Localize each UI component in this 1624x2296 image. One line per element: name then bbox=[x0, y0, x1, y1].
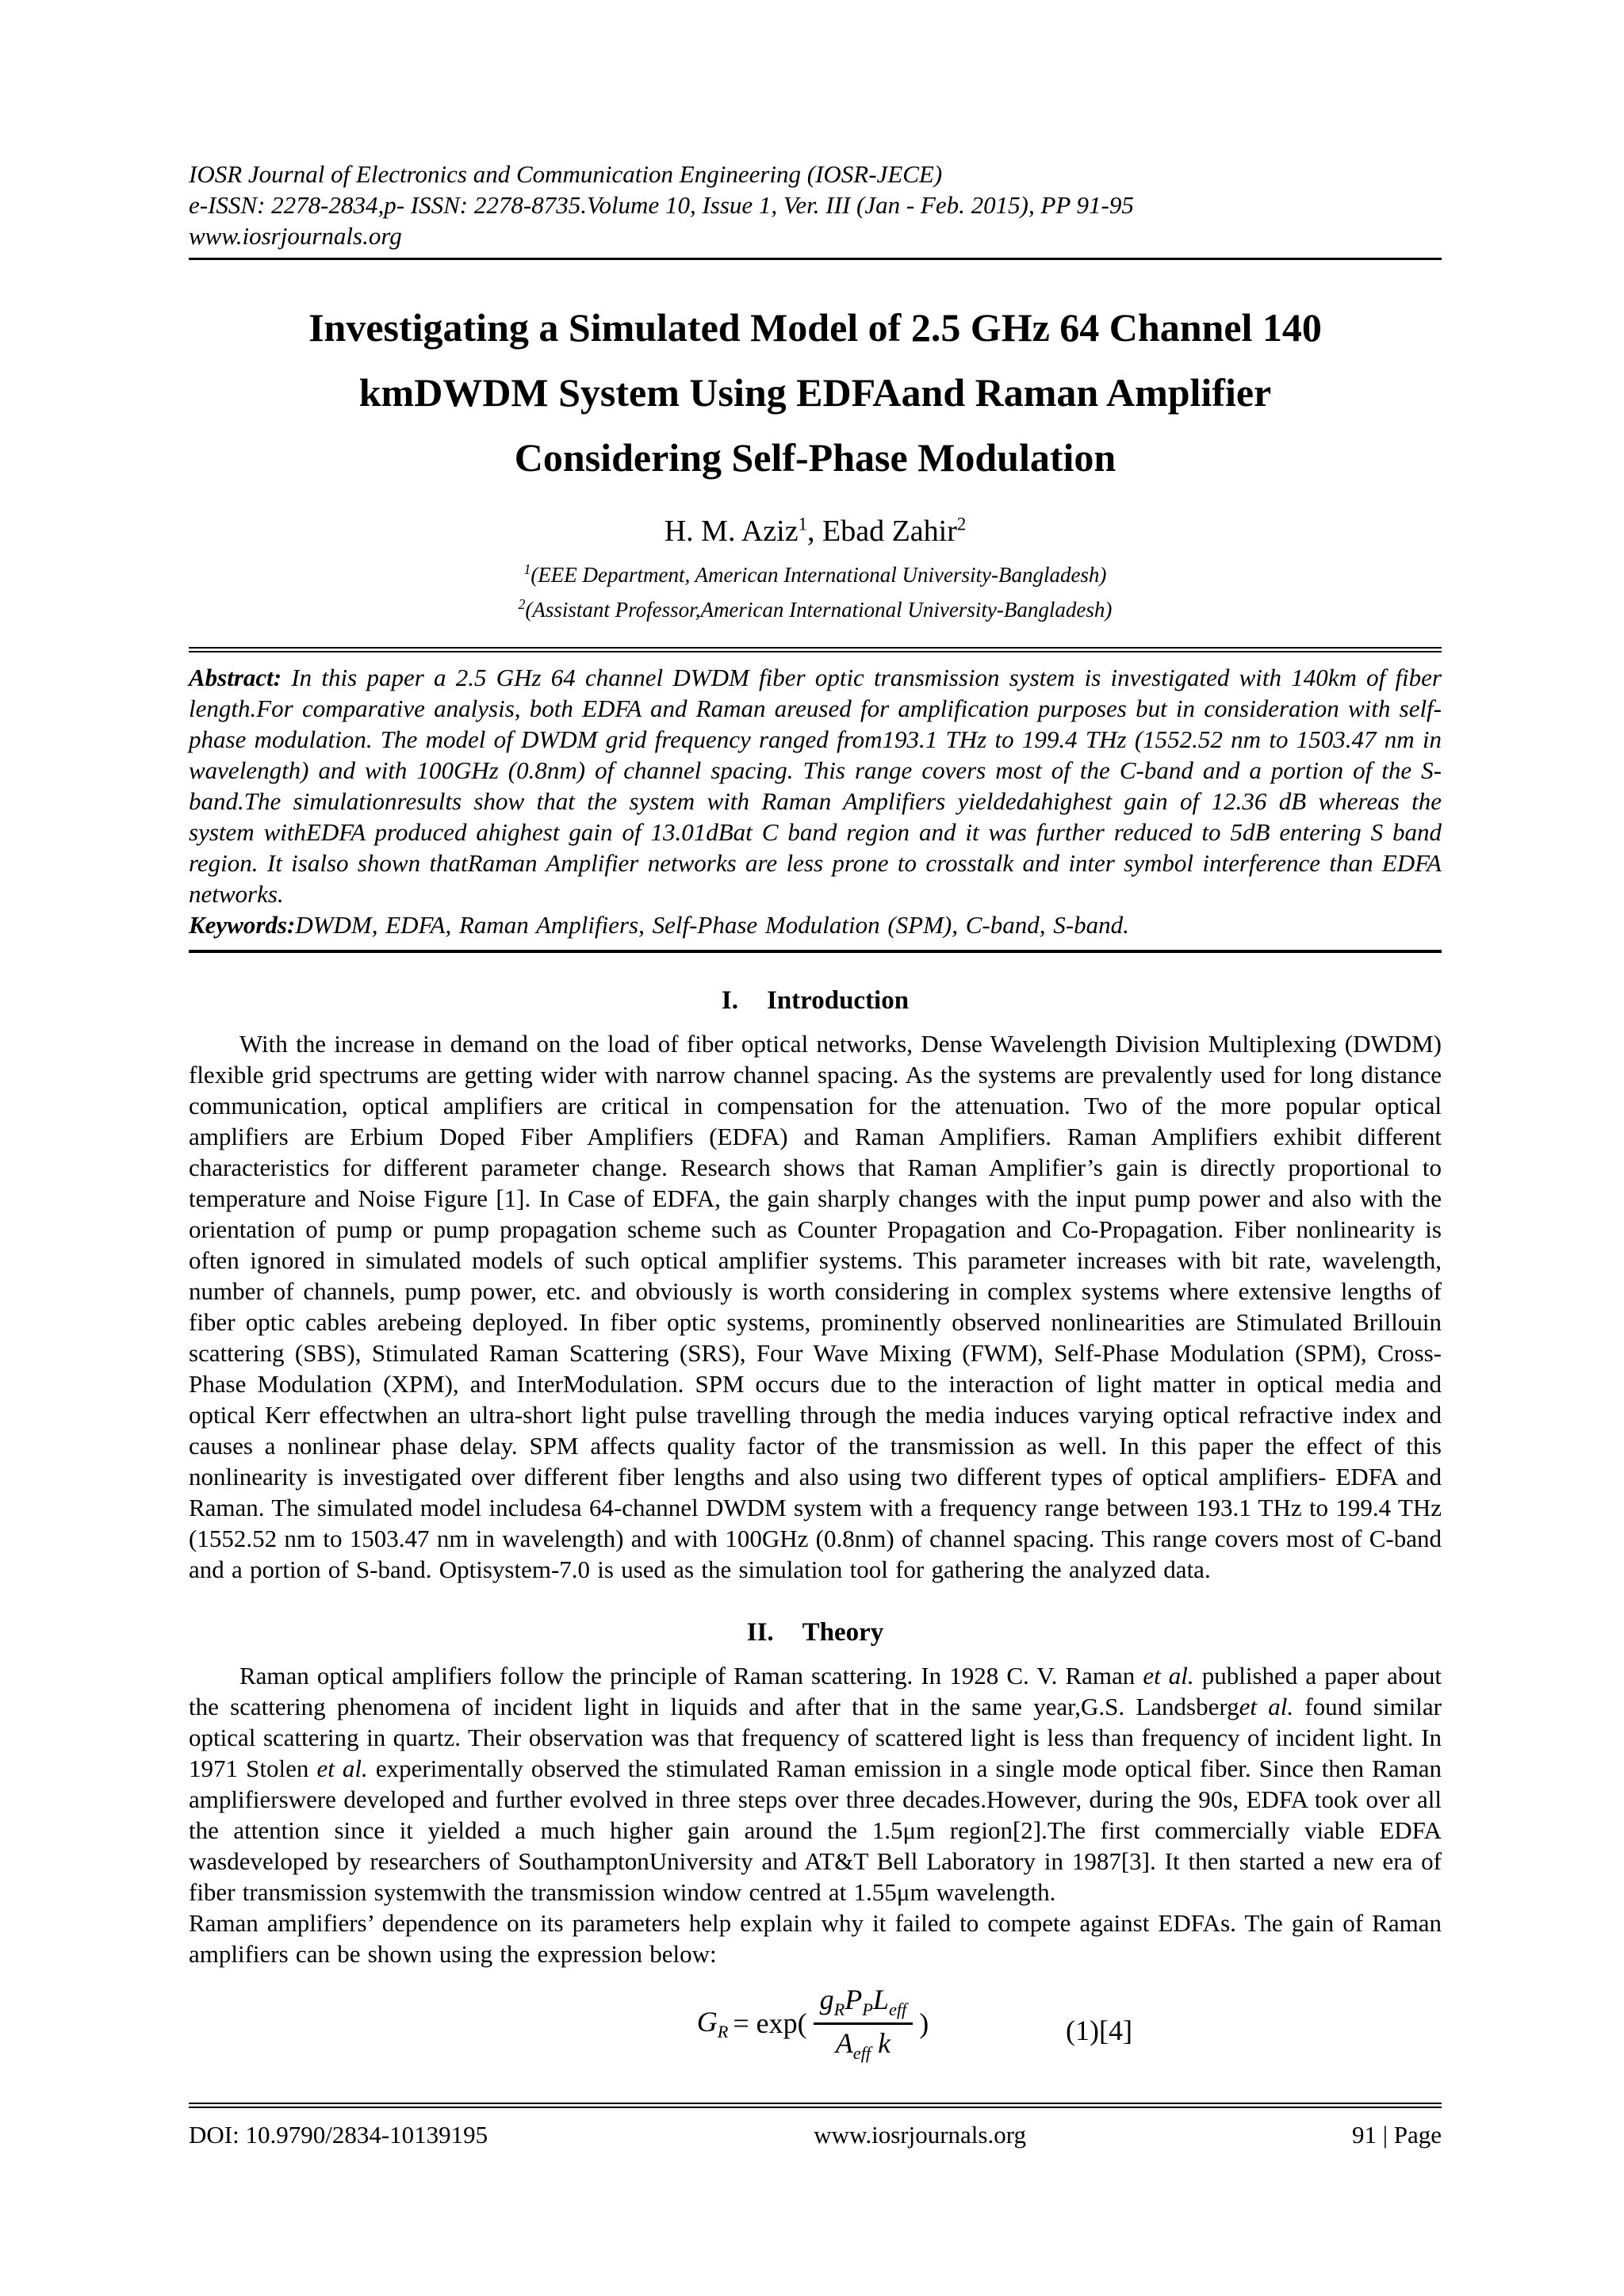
affiliation-2-superscript: 2 bbox=[518, 596, 526, 612]
equation-number-label: (1)[4] bbox=[1066, 2015, 1132, 2046]
section-number: I. bbox=[721, 986, 738, 1015]
affiliation-2-text: (Assistant Professor,American International University-Bangladesh) bbox=[525, 598, 1113, 622]
journal-issue-info: e-ISSN: 2278-2834,p- ISSN: 2278-8735.Volume 10, Issue 1, Ver. III (Jan - Feb. 2015), PP 91-95 bbox=[189, 191, 1134, 219]
header-divider bbox=[189, 258, 1442, 260]
author-1-name: H. M. Aziz bbox=[664, 515, 799, 548]
author-2-superscript: 2 bbox=[956, 514, 967, 534]
authors-line bbox=[189, 514, 1442, 549]
footer-divider bbox=[189, 2103, 1442, 2108]
equation-fraction bbox=[814, 1984, 914, 2064]
footer-doi: DOI: 10.9790/2834-10139195 bbox=[189, 2121, 488, 2149]
equation-formula bbox=[697, 1984, 934, 2064]
abstract-paragraph: Abstract: In this paper a 2.5 GHz 64 channel DWDM fiber optic transmission system is investigated with 140km of fiber length.For comparative analysis, both EDFA and Raman areused for amplification purposes but in consideration with self-phase modulation. The model of DWDM grid frequency ranged from193.1 THz to 199.4 THz (1552.52 nm to 1503.47 nm in wavelength) and with 100GHz (0.8nm) of channel spacing. This range covers most of the C-band and a portion of the S-band.The simulationresults show that the system with Raman Amplifiers yieldedahighest gain of 12.36 dB whereas the system withEDFA produced ahighest gain of 13.01dBat C band region and it was further reduced to 5dB entering S band region. It isalso shown thatRaman Amplifier networks are less prone to crosstalk and inter symbol interference than EDFA networks. bbox=[189, 664, 1442, 908]
theory-paragraph-2: Raman amplifiers’ dependence on its parameters help explain why it failed to compete against EDFAs. The gain of Raman amplifiers can be shown using the expression below: bbox=[189, 1909, 1442, 1968]
affiliation-2 bbox=[189, 590, 1442, 625]
footer-website: www.iosrjournals.org bbox=[814, 2121, 1026, 2149]
equation-numerator: $g_RP_PL_{eff}$ bbox=[814, 1984, 914, 2025]
affiliations bbox=[189, 555, 1442, 625]
author-2-name: Ebad Zahir bbox=[822, 515, 957, 548]
keywords-line: Keywords:DWDM, EDFA, Raman Amplifiers, Self-Phase Modulation (SPM), C-band, S-band. bbox=[189, 911, 1129, 939]
affiliation-1-text: (EEE Department, American International University-Bangladesh) bbox=[530, 563, 1107, 587]
page-footer bbox=[189, 2103, 1442, 2149]
paper-title-line-3: Considering Self-Phase Modulation bbox=[514, 435, 1116, 480]
journal-header bbox=[189, 159, 1442, 251]
section-number: II. bbox=[746, 1618, 774, 1647]
section-title: Introduction bbox=[766, 986, 910, 1015]
section-heading-theory bbox=[189, 1618, 1442, 1647]
paper-title-line-2: kmDWDM System Using EDFAand Raman Amplifier bbox=[358, 370, 1272, 415]
paper-title-line-1: Investigating a Simulated Model of 2.5 GHz 64 Channel 140 bbox=[308, 305, 1322, 350]
affiliation-1-superscript: 1 bbox=[523, 561, 531, 577]
authors-separator: , bbox=[807, 515, 822, 548]
theory-paragraph-1: Raman optical amplifiers follow the principle of Raman scattering. In 1928 C. V. Raman et al. published a paper about the scattering phenomena of incident light in liquids and after that in the same year,G.S. Landsberget al. found similar optical scattering in quartz. Their observation was that frequency of scattered light is less than frequency of incident light. In 1971 Stolen et al. experimentally observed the stimulated Raman emission in a single mode optical fiber. Since then Raman amplifierswere developed and further evolved in three steps over three decades.However, during the 90s, EDFA took over all the attention since it yielded a much higher gain around the 1.5μm region[2].The first commercially viable EDFA wasdeveloped by researchers of SouthamptonUniversity and AT&T Bell Laboratory in 1987[3]. It then started a new era of fiber transmission systemwith the transmission window centred at 1.55μm wavelength. bbox=[189, 1662, 1442, 1906]
journal-name: IOSR Journal of Electronics and Communication Engineering (IOSR-JECE) bbox=[189, 160, 943, 188]
equation-lhs: $G_R$ bbox=[696, 2005, 729, 2042]
section-title: Theory bbox=[802, 1618, 884, 1647]
equation-denominator: $A_{eff}$ k bbox=[835, 2026, 891, 2064]
introduction-paragraph: With the increase in demand on the load of fiber optical networks, Dense Wavelength Division Multiplexing (DWDM) flexible grid spectrums are getting wider with narrow channel spacing. As the systems are prevalently used for long distance communication, optical amplifiers are critical in compensation for the attenuation. Two of the more popular optical amplifiers are Erbium Doped Fiber Amplifiers (EDFA) and Raman Amplifiers. Raman Amplifiers exhibit different characteristics for different parameter change. Research shows that Raman Amplifier’s gain is directly proportional to temperature and Noise Figure [1]. In Case of EDFA, the gain sharply changes with the input pump power and also with the orientation of pump or pump propagation scheme such as Counter Propagation and Co-Propagation. Fiber nonlinearity is often ignored in simulated models of such optical amplifier systems. This parameter increases with bit rate, wavelength, number of channels, pump power, etc. and obviously is worth considering in complex systems where extensive lengths of fiber optic cables arebeing deployed. In fiber optic systems, prominently observed nonlinearities are Stimulated Brillouin scattering (SBS), Stimulated Raman Scattering (SRS), Four Wave Mixing (FWM), Self-Phase Modulation (SPM), Cross-Phase Modulation (XPM), and InterModulation. SPM occurs due to the interaction of light matter in optical media and optical Kerr effectwhen an ultra-short light pulse travelling through the media induces varying optical refractive index and causes a nonlinear phase delay. SPM affects quality factor of the transmission as well. In this paper the effect of this nonlinearity is investigated over different fiber lengths and also using two different types of optical amplifiers- EDFA and Raman. The simulated model includesa 64-channel DWDM system with a frequency range between 193.1 THz to 199.4 THz (1552.52 nm to 1503.47 nm in wavelength) and with 100GHz (0.8nm) of channel spacing. This range covers most of C-band and a portion of S-band. Optisystem-7.0 is used as the simulation tool for gathering the analyzed data. bbox=[189, 1030, 1442, 1583]
paper-title bbox=[189, 295, 1442, 490]
equation-operator: = exp( bbox=[733, 2007, 807, 2040]
abstract-box bbox=[189, 647, 1442, 953]
journal-website: www.iosrjournals.org bbox=[189, 222, 402, 250]
equation-close-paren: ) bbox=[919, 2007, 929, 2040]
footer-row bbox=[189, 2121, 1442, 2149]
footer-page-number: 91 | Page bbox=[1352, 2121, 1442, 2149]
affiliation-1 bbox=[189, 555, 1442, 590]
equation-1 bbox=[189, 1984, 1442, 2079]
author-1-superscript: 1 bbox=[798, 514, 807, 534]
section-heading-introduction bbox=[189, 986, 1442, 1016]
